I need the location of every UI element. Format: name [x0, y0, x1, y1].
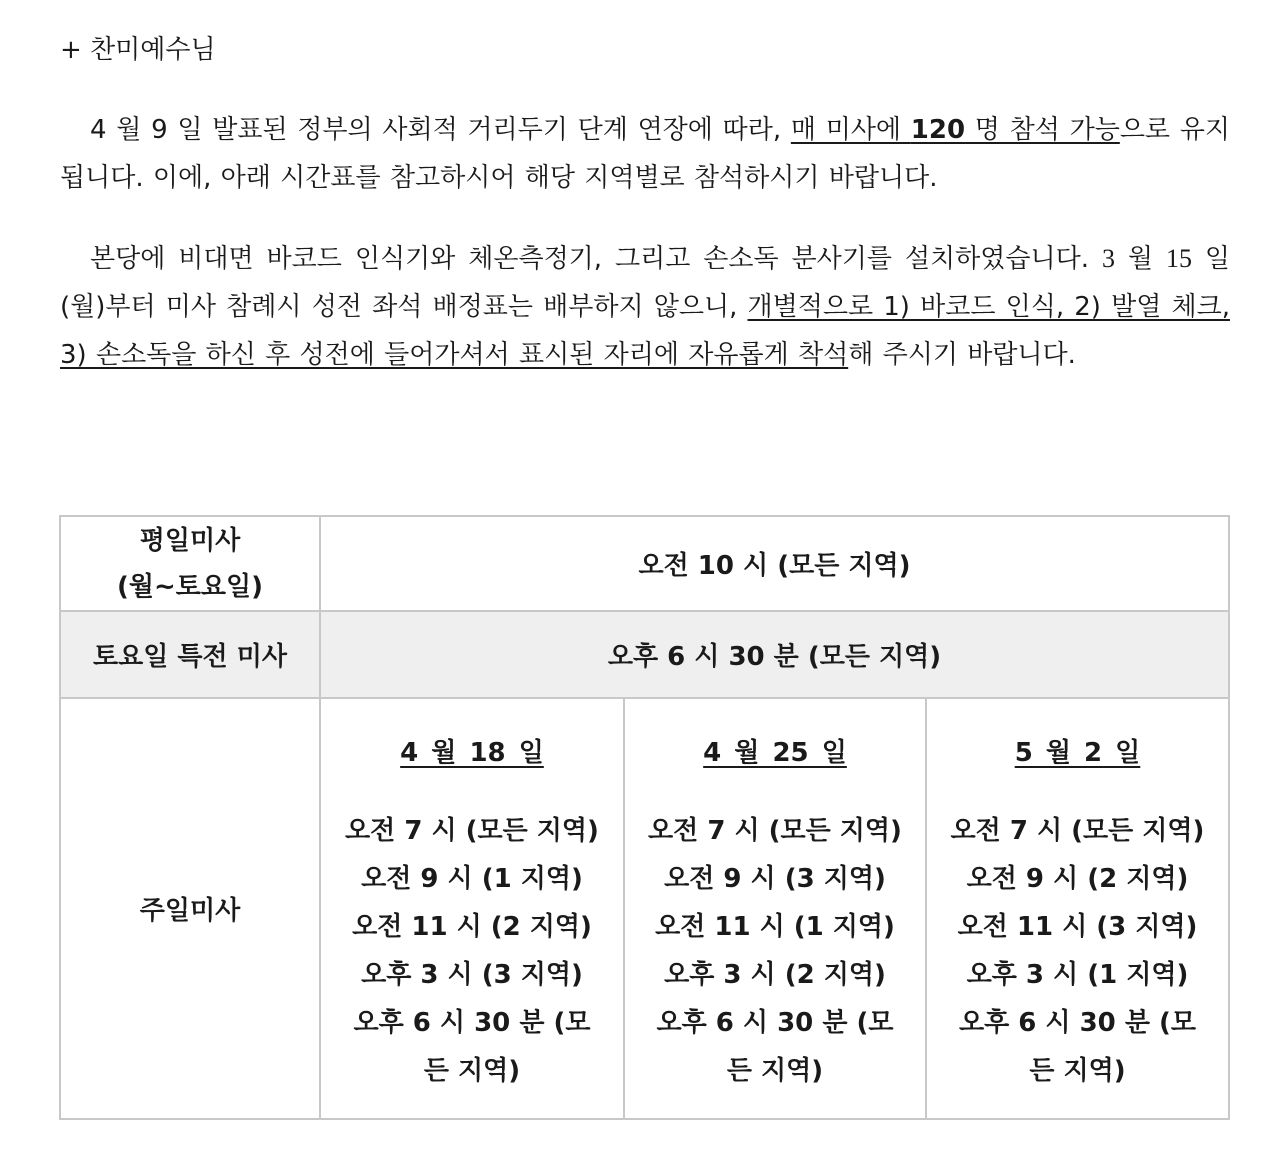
mass-time-item: 오전 7 시 (모든 지역) [648, 816, 902, 846]
mass-time-item: 오전 9 시 (1 지역) [361, 864, 583, 894]
mass-time-item: 오전 7 시 (모든 지역) [950, 816, 1205, 846]
attendance-limit-text-a: 매 미사에 [790, 115, 911, 145]
attendance-limit-text-b: 명 참석 가능 [965, 115, 1120, 145]
mass-time-item: 오전 7 시 (모든 지역) [345, 816, 599, 846]
para2-day-number: 15 [1165, 244, 1192, 273]
mass-time-item: 오후 3 시 (3 지역) [361, 960, 583, 990]
mass-schedule-table [59, 515, 1230, 1120]
mass-time-item: 오후 3 시 (2 지역) [664, 960, 886, 990]
notice-paragraph-attendance [60, 106, 1230, 202]
saturday-vigil-mass-time: 오후 6 시 30 분 (모든 지역) [320, 611, 1229, 698]
saturday-vigil-mass-row [60, 611, 1229, 698]
para1-part1: 4 월 9 일 발표된 정부의 사회적 거리두기 단계 연장에 따라, [90, 115, 791, 145]
mass-time-item: 오후 6 시 30 분 (모든 지역) [959, 1008, 1196, 1086]
sunday-day-column [624, 698, 926, 1119]
weekday-mass-label-line1: 평일미사 [139, 525, 241, 556]
para2-part2: 월 [1114, 244, 1166, 274]
sunday-time-list [927, 807, 1228, 1095]
weekday-mass-time: 오전 10 시 (모든 지역) [320, 516, 1229, 611]
para2-part1: 본당에 비대면 바코드 인식기와 체온측정기, 그리고 손소독 분사기를 설치하였습니다. [90, 244, 1102, 274]
para1-part2: 으로 유지됩니다. 이에, 아래 시간표를 참고하시어 해당 지역별로 참석하시기 바랍니다. [60, 115, 1230, 193]
sunday-time-list [321, 807, 623, 1095]
sunday-mass-label: 주일미사 [60, 698, 320, 1119]
attendance-limit-highlight [791, 115, 1120, 145]
para2-part3: 일(월)부터 미사 참례시 성전 좌석 배정표는 배부하지 않으니, [60, 244, 1230, 322]
para2-part4: 해 주시기 바랍니다. [848, 340, 1076, 370]
sunday-mass-row [60, 698, 1229, 1119]
sunday-day-column [926, 698, 1229, 1119]
entry-procedure-highlight: 개별적으로 1) 바코드 인식, 2) 발열 체크, 3) 손소독을 하신 후 성전에 들어가셔서 표시된 자리에 자유롭게 착석 [60, 292, 1230, 370]
sunday-day-column [320, 698, 624, 1119]
weekday-mass-label [60, 516, 320, 611]
sunday-date: 4 월 25 일 [703, 738, 847, 768]
notice-paragraph-procedure [60, 235, 1230, 379]
mass-time-item: 오후 6 시 30 분 (모든 지역) [353, 1008, 591, 1086]
mass-time-item: 오전 9 시 (3 지역) [664, 864, 886, 894]
sunday-time-list [625, 807, 925, 1095]
mass-time-item: 오전 11 시 (2 지역) [352, 912, 592, 942]
saturday-vigil-mass-label: 토요일 특전 미사 [60, 611, 320, 698]
attendance-limit-number: 120 [910, 115, 966, 145]
mass-time-item: 오전 9 시 (2 지역) [966, 864, 1189, 894]
mass-time-item: 오전 11 시 (1 지역) [655, 912, 895, 942]
greeting: + 찬미예수님 [60, 35, 216, 65]
weekday-mass-row [60, 516, 1229, 611]
mass-time-item: 오후 3 시 (1 지역) [966, 960, 1189, 990]
mass-time-item: 오전 11 시 (3 지역) [957, 912, 1198, 942]
weekday-mass-label-line2: (월~토요일) [116, 571, 263, 602]
mass-time-item: 오후 6 시 30 분 (모든 지역) [656, 1008, 894, 1086]
sunday-date: 5 월 2 일 [1014, 738, 1141, 768]
sunday-date: 4 월 18 일 [400, 738, 544, 768]
para2-month-number: 3 [1101, 244, 1115, 273]
